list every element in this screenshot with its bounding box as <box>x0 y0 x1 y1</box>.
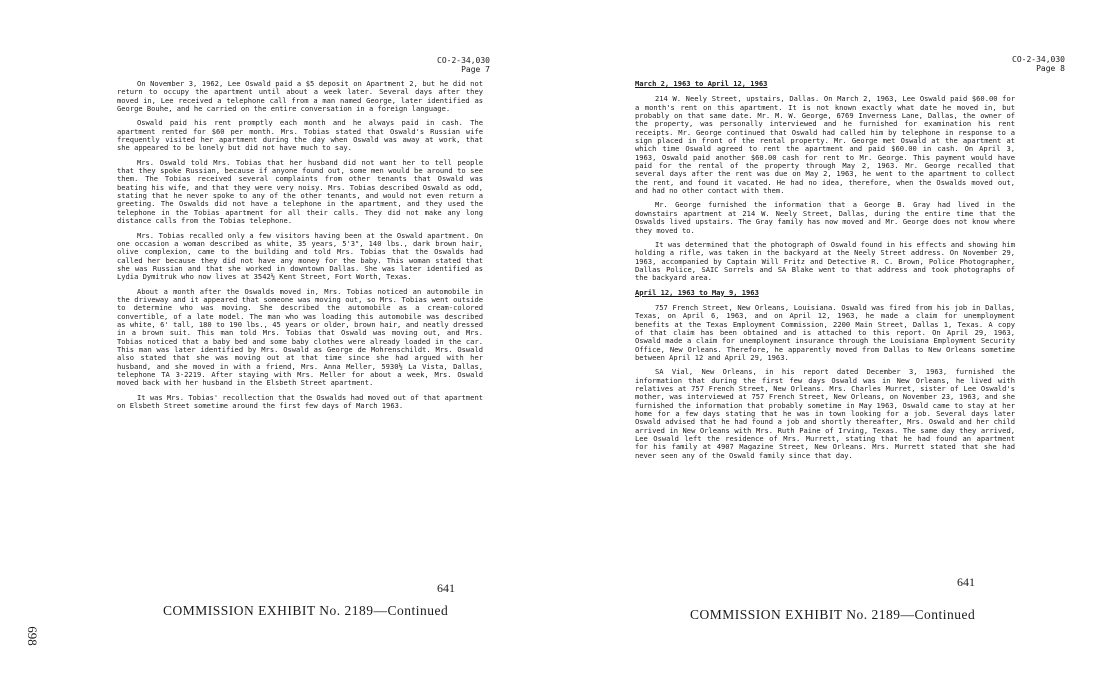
paragraph: 214 W. Neely Street, upstairs, Dallas. On March 2, 1963, Lee Oswald paid $60.00 for a month's rent on this apartment. It is not known exactly what date he moved in, but probably on that same date. Mr. M. W. George, 6769 Inverness Lane, Dallas, the owner of the property, was personally interviewed and he furnished for examination his rent receipts. Mr. George continued that Oswald had called him by telephone in response to a sign placed in front of the rental property. Mr. George met Oswald at the apartment at which time Oswald agreed to rent the apartment and paid $60.00 in cash. On April 3, 1963, Oswald paid another $60.00 cash for rent to Mr. George. This payment would have paid for the rental of the property through May 2, 1963. Mr. George recalled that several days after the rent was due on May 2, 1963, he went to the apartment to collect the rent, and found it vacated. He had no idea, therefore, when the Oswalds moved out, and had no other contact with them. <box>635 94 1015 196</box>
paragraph: On November 3, 1962, Lee Oswald paid a $5 deposit on Apartment 2, but he did not return to occupy the apartment until about a week later. Several days after they moved in, Lee received a telephone call from a man named George, later identified as George Bouhe, and he carried on the entire conversation in a foreign language. <box>117 79 483 114</box>
right-folio: 641 <box>957 575 975 589</box>
paragraph: Mrs. Tobias recalled only a few visitors having been at the Oswald apartment. On one occasion a woman described as white, 35 years, 5'3", 140 lbs., dark brown hair, olive complexion, came to the building and told Mrs. Tobias that the Oswalds had called her because they did not have any money for the baby. This woman stated that she was Russian and that she worked in downtown Dallas. She was later identified as Lydia Dymitruk who now lives at 3542½ Kent Street, Fort Worth, Texas. <box>117 230 483 282</box>
left-folio: 641 <box>437 581 455 595</box>
left-body-text <box>117 80 483 416</box>
side-page-number: 698 <box>24 626 40 646</box>
section-heading: March 2, 1963 to April 12, 1963 <box>635 79 768 88</box>
paragraph: About a month after the Oswalds moved in, Mrs. Tobias noticed an automobile in the driveway and it appeared that someone was moving out, so Mrs. Tobias went outside to determine who was moving. She described the automobile as a cream-colored convertible, of a late model. The man who was loading this automobile was described as white, 6' tall, 180 to 190 lbs., 45 years or older, brown hair, and neatly dressed in a brown suit. This man told Mrs. Tobias that Oswald was moving out, and Mrs. Tobias noticed that a baby bed and some baby clothes were already loaded in the car. This man was later identified by Mrs. Oswald as George de Mohrenschildt. Mrs. Oswald also stated that she was moving out at that time since she had argued with her husband, and she moved in with a friend, Mrs. Anna Meller, 5930½ La Vista, Dallas, telephone TA 3-2219. After staying with Mrs. Meller for about a week, Mrs. Oswald moved back with her husband in the Elsbeth Street apartment. <box>117 286 483 388</box>
right-caption: COMMISSION EXHIBIT No. 2189—Continued <box>690 607 976 622</box>
left-ref-block <box>380 56 490 74</box>
right-body-text <box>635 80 1015 466</box>
paragraph: 757 French Street, New Orleans, Louisiana. Oswald was fired from his job in Dallas, Texas, on April 6, 1963, and on April 12, 1963, he made a claim for unemployment benefits at the Texas Employment Commission, 2200 Main Street, Dallas 1, Texas. A copy of that claim has been obtained and is attached to this report. On April 29, 1963, Oswald made a claim for unemployment insurance through the Louisiana Employment Security Office, New Orleans. Therefore, he apparently moved from Dallas to New Orleans sometime between April 12 and April 29, 1963. <box>635 302 1015 362</box>
left-page-label: Page 7 <box>461 65 490 74</box>
paragraph: Mrs. Oswald told Mrs. Tobias that her husband did not want her to tell people that they spoke Russian, because if anyone found out, some men would be around to see them. The Tobias received several complaints from other tenants that Oswald was beating his wife, and that they were very noisy. Mrs. Tobias described Oswald as odd, stating that he never spoke to any of the other tenants, and would not even return a greeting. The Oswalds did not have a telephone in the apartment, and they used the telephone in the Tobias apartment for all their calls. They did not make any long distance calls from the Tobias telephone. <box>117 157 483 226</box>
left-file-number: CO-2-34,030 <box>437 56 490 65</box>
right-ref-block <box>945 55 1065 73</box>
left-caption: COMMISSION EXHIBIT No. 2189—Continued <box>163 603 449 618</box>
paragraph: Oswald paid his rent promptly each month and he always paid in cash. The apartment rented for $60 per month. Mrs. Tobias stated that Oswald's Russian wife frequently visited her apartment during the day when Oswald was away at work, that she appeared to be lonely but did not have much to say. <box>117 118 483 153</box>
section-heading: April 12, 1963 to May 9, 1963 <box>635 287 759 297</box>
right-file-number: CO-2-34,030 <box>1012 55 1065 64</box>
right-page-label: Page 8 <box>1036 64 1065 73</box>
paragraph: Mr. George furnished the information that a George B. Gray had lived in the downstairs apartment at 214 W. Neely Street, Dallas, during the entire time that the Oswalds lived upstairs. The Gray family has now moved and Mr. George does not know where they moved to. <box>635 200 1015 235</box>
paragraph: It was Mrs. Tobias' recollection that the Oswalds had moved out of that apartment on Elsbeth Street sometime around the first few days of March 1963. <box>117 392 483 411</box>
paragraph: It was determined that the photograph of Oswald found in his effects and showing him holding a rifle, was taken in the backyard at the Neely Street address. On November 29, 1963, accompanied by Captain Will Fritz and Detective R. C. Brown, Police Photographer, Dallas Police, SAIC Sorrels and SA Blake went to that address and took photographs of the backyard area. <box>635 239 1015 283</box>
paragraph: SA Vial, New Orleans, in his report dated December 3, 1963, furnished the information that during the first few days Oswald was in New Orleans, he lived with relatives at 757 French Street, New Orleans. Mrs. Charles Murret, sister of Lee Oswald's mother, was interviewed at 757 French Street, New Orleans, on November 23, 1963, and she furnished the information that probably sometime in May 1963, Oswald came to stay at her home for a few days stating that he was in town looking for a job. Several days later Oswald advised that he had found a job and shortly thereafter, Mrs. Oswald and her child arrived in New Orleans with Mrs. Ruth Paine of Irving, Texas. The same day they arrived, Lee Oswald left the residence of Mrs. Murrett, stating that he had found an apartment for his family at 4907 Magazine Street, New Orleans. Mrs. Murrett stated that she had never seen any of the Oswald family since that day. <box>635 367 1015 460</box>
right-page <box>547 0 1094 691</box>
